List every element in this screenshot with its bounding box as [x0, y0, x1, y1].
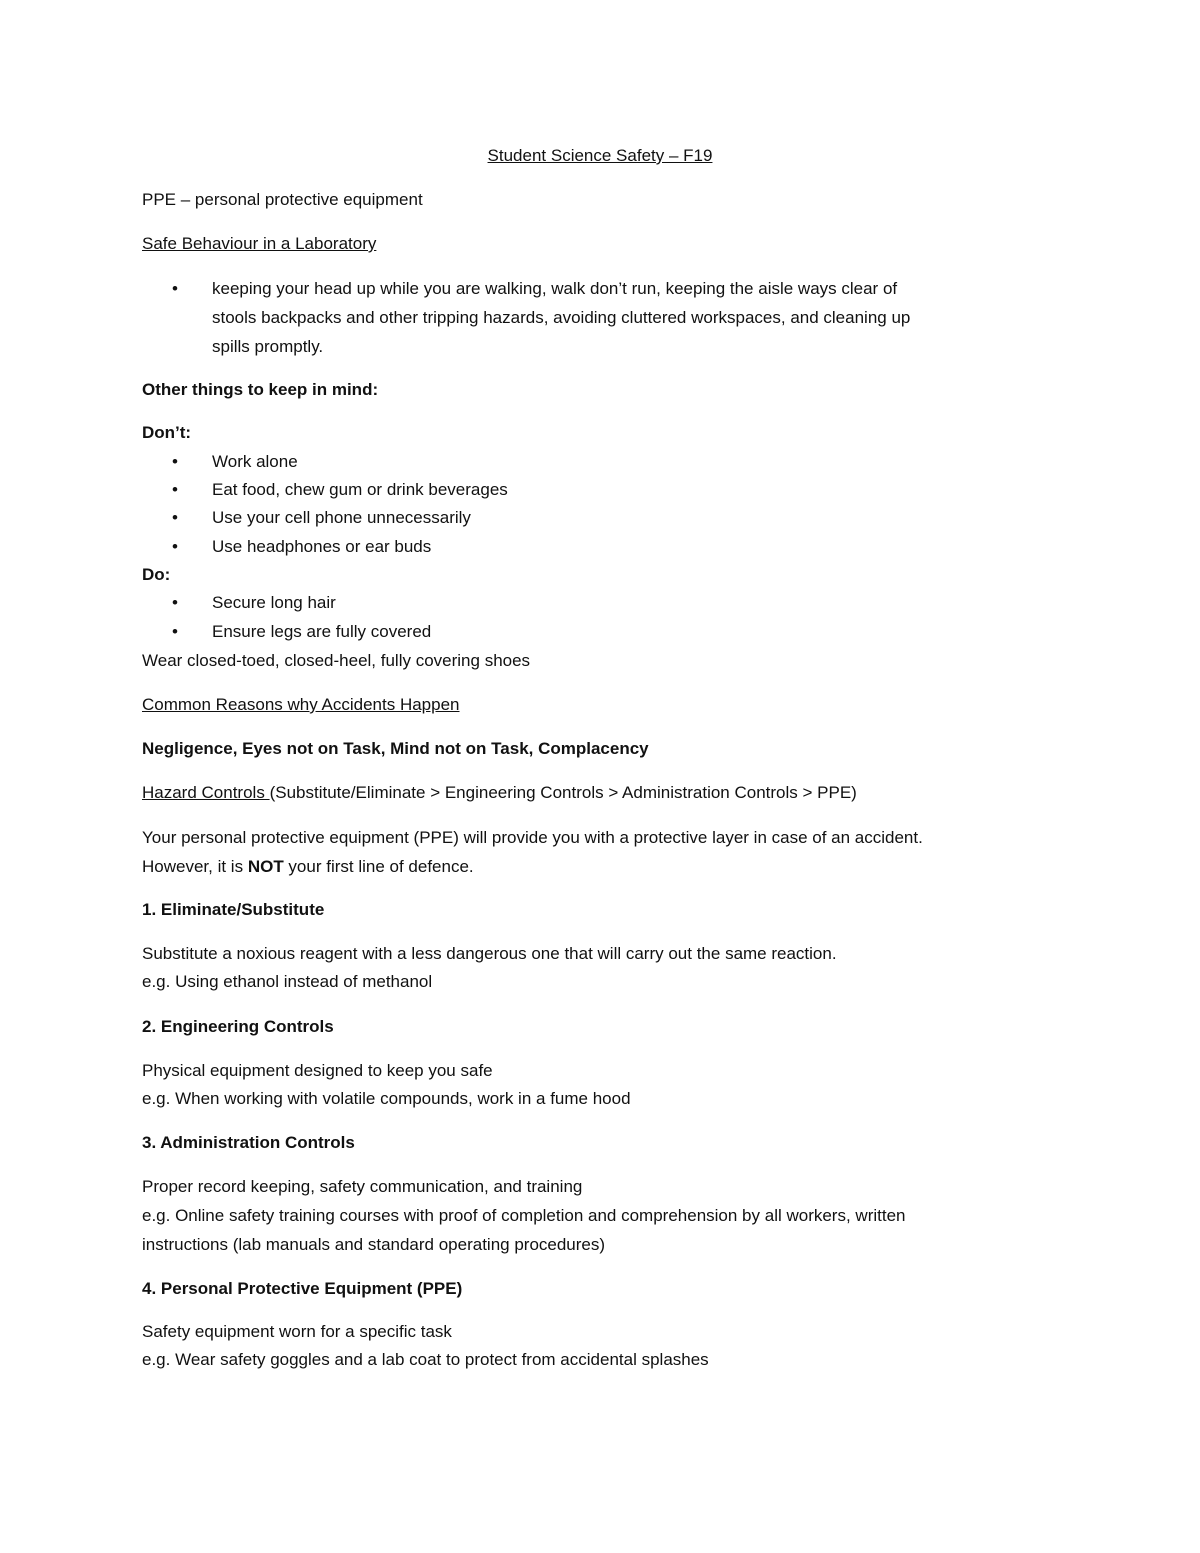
ppe-intro-emphasis: NOT — [247, 857, 284, 876]
accident-reasons: Negligence, Eyes not on Task, Mind not on Task, Complacency — [142, 739, 649, 758]
do-label: Do: — [142, 565, 171, 584]
ppe-intro-line: Your personal protective equipment (PPE) will provide you with a protective layer in case of an accident. — [142, 828, 923, 847]
other-things-heading: Other things to keep in mind: — [142, 380, 379, 399]
do-item: Ensure legs are fully covered — [212, 622, 432, 641]
dont-item: Use your cell phone unnecessarily — [212, 508, 471, 527]
bullet-icon: • — [172, 508, 178, 527]
bullet-icon: • — [172, 452, 178, 471]
ppe-intro-text: However, it is — [142, 857, 248, 876]
control-text: Substitute a noxious reagent with a less dangerous one that will carry out the same reaction. — [142, 944, 837, 963]
bullet-icon: • — [172, 480, 178, 499]
bullet-icon: • — [172, 537, 178, 556]
dont-item: Use headphones or ear buds — [212, 537, 432, 556]
control-heading: 3. Administration Controls — [142, 1133, 355, 1152]
do-item: Secure long hair — [212, 593, 336, 612]
hazard-controls-heading: Hazard Controls — [142, 783, 270, 802]
control-heading: 2. Engineering Controls — [142, 1017, 334, 1036]
safe-behaviour-line: keeping your head up while you are walking, walk don’t run, keeping the aisle ways clear of — [212, 279, 898, 298]
control-text: Safety equipment worn for a specific task — [142, 1322, 452, 1341]
control-text: Proper record keeping, safety communication, and training — [142, 1177, 583, 1196]
hazard-controls-line — [142, 782, 857, 804]
bullet-icon: • — [172, 622, 178, 641]
shoes-line: Wear closed-toed, closed-heel, fully covering shoes — [142, 651, 531, 670]
control-example: e.g. Online safety training courses with proof of completion and comprehension by all workers, written — [142, 1206, 906, 1225]
control-example: e.g. Using ethanol instead of methanol — [142, 972, 433, 991]
control-heading: 4. Personal Protective Equipment (PPE) — [142, 1279, 463, 1298]
control-example: e.g. When working with volatile compounds, work in a fume hood — [142, 1089, 631, 1108]
accidents-heading: Common Reasons why Accidents Happen — [142, 695, 460, 714]
control-text: Physical equipment designed to keep you safe — [142, 1061, 493, 1080]
control-example: e.g. Wear safety goggles and a lab coat to protect from accidental splashes — [142, 1350, 709, 1369]
safe-behaviour-line: stools backpacks and other tripping hazards, avoiding cluttered workspaces, and cleaning up — [212, 308, 911, 327]
safe-behaviour-heading: Safe Behaviour in a Laboratory — [142, 234, 377, 253]
control-example: instructions (lab manuals and standard operating procedures) — [142, 1235, 606, 1254]
dont-label: Don’t: — [142, 423, 192, 442]
ppe-intro-text: your first line of defence. — [283, 857, 474, 876]
control-heading: 1. Eliminate/Substitute — [142, 900, 325, 919]
bullet-icon: • — [172, 593, 178, 612]
ppe-definition: PPE – personal protective equipment — [142, 190, 423, 209]
safe-behaviour-line: spills promptly. — [212, 337, 324, 356]
dont-item: Eat food, chew gum or drink beverages — [212, 480, 508, 499]
document-title: Student Science Safety – F19 — [487, 146, 713, 165]
hazard-controls-hierarchy: (Substitute/Eliminate > Engineering Controls > Administration Controls > PPE) — [269, 783, 857, 802]
ppe-intro-line — [142, 856, 474, 878]
bullet-icon: • — [172, 279, 178, 298]
dont-item: Work alone — [212, 452, 298, 471]
